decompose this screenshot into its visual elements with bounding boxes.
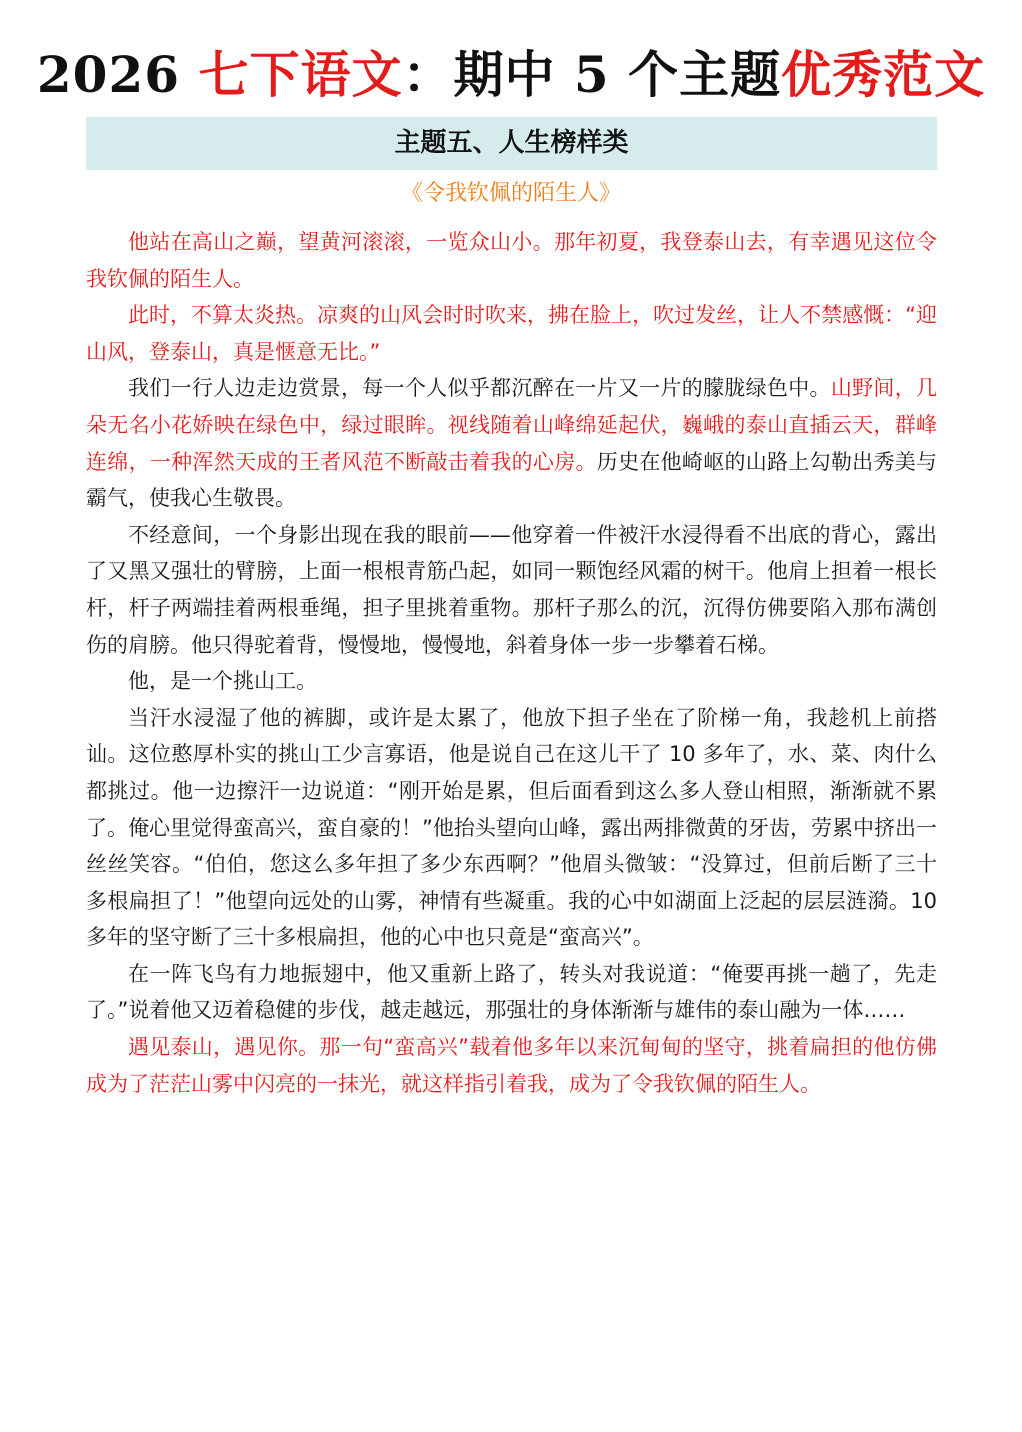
paragraph-6: 当汗水浸湿了他的裤脚，或许是太累了，他放下担子坐在了阶梯一角，我趁机上前搭讪。这位憨厚朴实的挑山工少言寡语，他是说自己在这儿干了 10 多年了，水、菜、肉什么都挑过。他一边擦汗一边说道：“刚开始是累，但后面看到这么多人登山相照，渐渐就不累了。俺心里觉得蛮高兴，蛮自豪的！”他抬头望向山峰，露出两排微黄的牙齿，劳累中挤出一丝丝笑容。“伯伯，您这么多年担了多少东西啊？”他眉头微皱：“没算过，但前后断了三十多根扁担了！”他望向远处的山雾，神情有些凝重。我的心中如湖面上泛起的层层涟漪。10 多年的坚守断了三十多根扁担，他的心中也只竟是“蛮高兴”。	[86, 705, 937, 950]
paragraph-3-part-1: 我们一行人边走边赏景，每一个人似乎都沉醉在一片又一片的朦胧绿色中。	[128, 376, 831, 401]
essay-body	[86, 224, 937, 1102]
paragraph-3-part-2: 山野间，几朵无名小花娇映在绿色中，绿过眼眸。视线随着山峰绵延起伏，巍峨的泰山直插云天，群峰连绵，一种浑然天成的王者风范不断敲击着我的心房。	[86, 376, 938, 474]
paragraph-2: 此时，不算太炎热。凉爽的山风会时时吹来，拂在脸上，吹过发丝，让人不禁感慨：“迎山风，登泰山，真是惬意无比。”	[86, 303, 937, 364]
paragraph-4: 不经意间，一个身影出现在我的眼前——他穿着一件被汗水浸得看不出底的背心，露出了又黑又强壮的臂膀，上面一根根青筋凸起，如同一颗饱经风霜的树干。他肩上担着一根长杆，杆子两端挂着两根垂绳，担子里挑着重物。那杆子那么的沉，沉得仿佛要陷入那布满创伤的肩膀。他只得驼着背，慢慢地，慢慢地，斜着身体一步一步攀着石梯。	[86, 522, 937, 657]
paragraph-7: 在一阵飞鸟有力地振翅中，他又重新上路了，转头对我说道：“俺要再挑一趟了，先走了。”说着他又迈着稳健的步伐，越走越远，那强壮的身体渐渐与雄伟的泰山融为一体……	[86, 961, 937, 1023]
theme-banner: 主题五、人生榜样类	[86, 117, 937, 170]
paragraph-1: 他站在高山之巅，望黄河滚滚，一览众山小。那年初夏，我登泰山去，有幸遇见这位令我钦佩的陌生人。	[86, 230, 937, 291]
title-year: 2026	[36, 45, 181, 104]
paragraph-8: 遇见泰山，遇见你。那一句“蛮高兴”载着他多年以来沉甸甸的坚守，挑着扁担的他仿佛成为了茫茫山雾中闪亮的一抹光，就这样指引着我，成为了令我钦佩的陌生人。	[86, 1035, 937, 1096]
paragraph-3	[86, 370, 937, 516]
essay-title: 《令我钦佩的陌生人》	[400, 181, 621, 206]
title-highlight-subject: 七下语文	[198, 45, 403, 104]
title-highlight-essays: 优秀范文	[781, 45, 986, 104]
paragraph-3-part-3: 历史在他崎岖的山路上勾勒出秀美与霸气，使我心生敬畏。	[86, 449, 938, 511]
page-title	[0, 40, 1022, 110]
paragraph-5: 他，是一个挑山工。	[128, 669, 317, 694]
title-middle: ：期中 5 个主题	[402, 45, 782, 104]
